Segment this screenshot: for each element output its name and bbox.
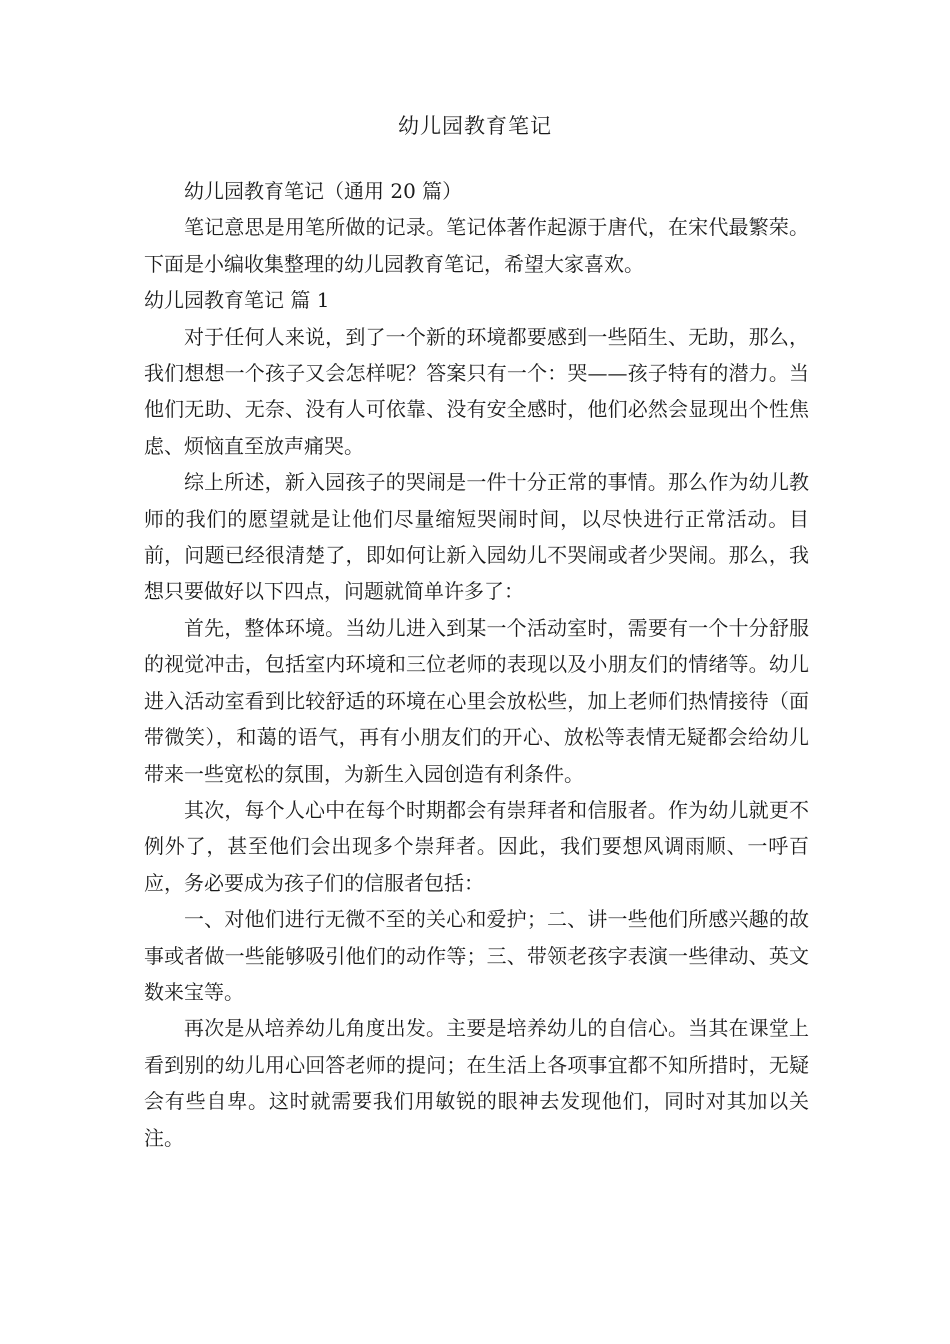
body-paragraph: 首先，整体环境。当幼儿进入到某一个活动室时，需要有一个十分舒服的视觉冲击，包括室内环境和三位老师的表现以及小朋友们的情绪等。幼儿进入活动室看到比较舒适的环境在心里会放松些，加上老师们热情接待（面带微笑），和蔼的语气，再有小朋友们的开心、放松等表情无疑都会给幼儿带来一些宽松的氛围，为新生入园创造有利条件。	[144, 615, 809, 786]
body-paragraph: 对于任何人来说，到了一个新的环境都要感到一些陌生、无助，那么，我们想想一个孩子又会怎样呢？答案只有一个：哭——孩子特有的潜力。当他们无助、无奈、没有人可依靠、没有安全感时，他们必然会显现出个性焦虑、烦恼直至放声痛哭。	[144, 324, 809, 458]
intro-paragraph: 笔记意思是用笔所做的记录。笔记体著作起源于唐代，在宋代最繁荣。下面是小编收集整理的幼儿园教育笔记，希望大家喜欢。	[144, 215, 809, 276]
document-title: 幼儿园教育笔记	[398, 114, 552, 138]
body-paragraph: 综上所述，新入园孩子的哭闹是一件十分正常的事情。那么作为幼儿教师的我们的愿望就是让他们尽量缩短哭闹时间，以尽快进行正常活动。目前，问题已经很清楚了，即如何让新入园幼儿不哭闹或者少哭闹。那么，我想只要做好以下四点，问题就简单许多了：	[144, 470, 809, 604]
document-body	[144, 173, 809, 1156]
document-subtitle: 幼儿园教育笔记（通用 20 篇）	[184, 179, 463, 203]
body-paragraph: 一、对他们进行无微不至的关心和爱护；二、讲一些他们所感兴趣的故事或者做一些能够吸引他们的动作等；三、带领老孩字表演一些律动、英文数来宝等。	[144, 907, 809, 1004]
body-paragraph: 其次，每个人心中在每个时期都会有崇拜者和信服者。作为幼儿就更不例外了，甚至他们会出现多个崇拜者。因此，我们要想风调雨顺、一呼百应，务必要成为孩子们的信服者包括：	[144, 797, 809, 895]
body-paragraph: 再次是从培养幼儿角度出发。主要是培养幼儿的自信心。当其在课堂上看到别的幼儿用心回答老师的提问；在生活上各项事宜都不知所措时，无疑会有些自卑。这时就需要我们用敏锐的眼神去发现他们，同时对其加以关注。	[144, 1016, 809, 1150]
section-heading: 幼儿园教育笔记 篇 1	[144, 288, 330, 313]
